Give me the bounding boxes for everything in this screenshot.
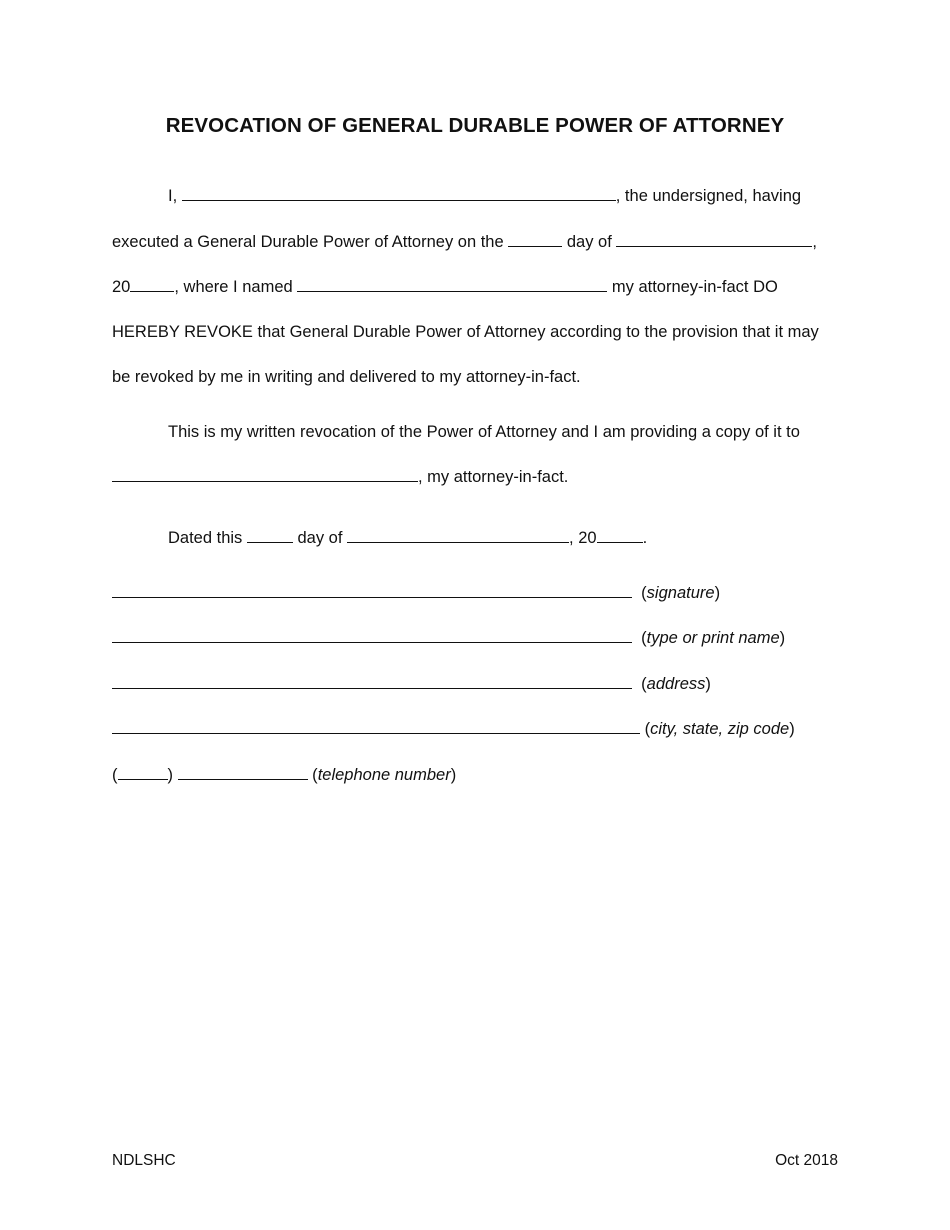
area-code-field[interactable] (118, 764, 168, 780)
para1-line2-prefix: executed a General Durable Power of Attorney on the (112, 233, 504, 251)
city-row: (city, state, zip code) (112, 718, 795, 740)
document-title: REVOCATION OF GENERAL DURABLE POWER OF ATTORNEY (165, 114, 785, 137)
footer-organization: NDLSHC (112, 1152, 176, 1169)
copy-recipient-field[interactable] (112, 466, 418, 482)
dated-day-field[interactable] (247, 527, 293, 543)
signature-label: signature (646, 584, 715, 602)
para1-line1-suffix: , the undersigned, having (615, 187, 802, 205)
para2-line2-suffix: , my attorney-in-fact. (418, 468, 569, 486)
dated-month-field[interactable] (347, 527, 569, 543)
dated-suffix: . (642, 529, 648, 547)
para1-line2-suffix: , (812, 233, 817, 251)
telephone-field[interactable] (178, 764, 308, 780)
para1-line3-prefix: 20 (112, 278, 131, 296)
address-label: address (646, 675, 706, 693)
print-name-label: type or print name (646, 629, 780, 647)
para1-line3-suffix: my attorney-in-fact DO (611, 278, 778, 296)
para1-line3 (112, 275, 778, 298)
para1-line1 (168, 184, 801, 207)
para2-line1: This is my written revocation of the Power of Attorney and I am providing a copy of it to (168, 423, 800, 441)
print-name-row: (type or print name) (112, 627, 785, 649)
dated-mid1: day of (297, 529, 343, 547)
grantor-name-field[interactable] (182, 184, 616, 201)
execution-year-field[interactable] (130, 276, 174, 292)
address-field[interactable] (112, 673, 632, 689)
attorney-in-fact-name-field[interactable] (297, 275, 607, 292)
footer-date: Oct 2018 (775, 1152, 838, 1169)
dated-prefix: Dated this (168, 529, 243, 547)
city-state-zip-field[interactable] (112, 718, 640, 734)
print-name-field[interactable] (112, 627, 632, 643)
para1-line2-mid: day of (566, 233, 612, 251)
para1-line4: HEREBY REVOKE that General Durable Power of Attorney according to the provision that it may (112, 323, 819, 341)
signature-field[interactable] (112, 582, 632, 598)
dated-mid2: , 20 (569, 529, 597, 547)
para1-line1-prefix: I, (168, 187, 178, 205)
para1-line2 (112, 230, 817, 253)
execution-day-field[interactable] (508, 231, 562, 247)
para1-line3-mid: , where I named (174, 278, 293, 296)
para1-line5: be revoked by me in writing and delivered to my attorney-in-fact. (112, 368, 581, 386)
dated-line (168, 527, 647, 549)
telephone-row: ( ) (telephone number) (112, 766, 457, 784)
telephone-label: telephone number (317, 766, 451, 784)
city-label: city, state, zip code (650, 720, 790, 738)
signature-row: (signature) (112, 582, 720, 604)
address-row: (address) (112, 673, 711, 695)
dated-year-field[interactable] (597, 527, 643, 543)
execution-month-field[interactable] (616, 230, 812, 247)
para2-line2 (112, 466, 568, 488)
